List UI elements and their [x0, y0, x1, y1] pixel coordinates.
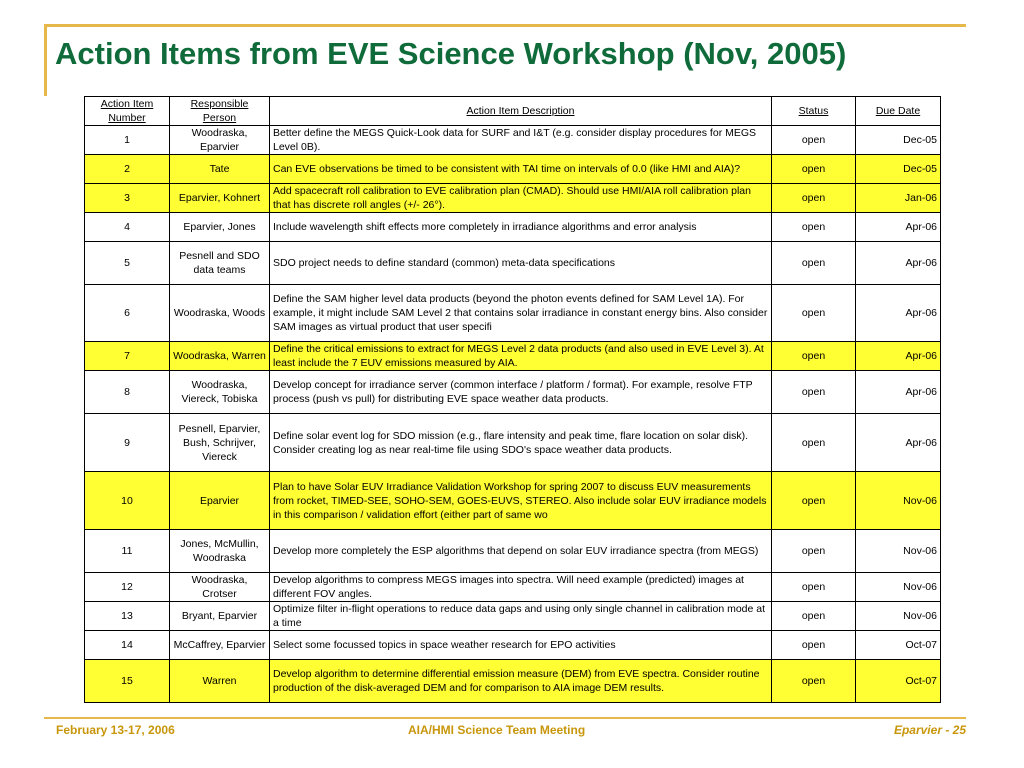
cell-due-date: Apr-06	[856, 285, 941, 342]
cell-number: 8	[85, 371, 170, 414]
cell-due-date: Nov-06	[856, 472, 941, 530]
cell-number: 14	[85, 631, 170, 660]
cell-status: open	[772, 213, 856, 242]
footer-meeting: AIA/HMI Science Team Meeting	[408, 723, 586, 737]
slide-title: Action Items from EVE Science Workshop (Nov, 2005)	[55, 36, 847, 71]
cell-status: open	[772, 660, 856, 703]
table-row	[85, 602, 941, 631]
cell-status: open	[772, 573, 856, 602]
cell-due-date: Nov-06	[856, 573, 941, 602]
cell-responsible-person: Warren	[170, 660, 270, 703]
cell-number: 12	[85, 573, 170, 602]
cell-due-date: Apr-06	[856, 213, 941, 242]
cell-due-date: Apr-06	[856, 342, 941, 371]
table-row	[85, 242, 941, 285]
top-divider	[44, 24, 966, 27]
cell-status: open	[772, 126, 856, 155]
header-responsible-person: Responsible Person	[170, 97, 270, 126]
cell-description: Develop more completely the ESP algorithms that depend on solar EUV irradiance spectra (from MEGS)	[270, 530, 772, 573]
cell-description: Select some focussed topics in space weather research for EPO activities	[270, 631, 772, 660]
cell-description: Can EVE observations be timed to be consistent with TAI time on intervals of 0.0 (like HMI and AIA)?	[270, 155, 772, 184]
cell-responsible-person: Woodraska, Woods	[170, 285, 270, 342]
header-due-date: Due Date	[856, 97, 941, 126]
cell-status: open	[772, 342, 856, 371]
cell-due-date: Nov-06	[856, 602, 941, 631]
cell-due-date: Dec-05	[856, 155, 941, 184]
action-items-table	[84, 96, 941, 703]
cell-description: Define the critical emissions to extract for MEGS Level 2 data products (and also used in EVE Level 3). At least include the 7 EUV emissions measured by AIA.	[270, 342, 772, 371]
cell-responsible-person: Pesnell and SDO data teams	[170, 242, 270, 285]
cell-status: open	[772, 414, 856, 472]
cell-number: 1	[85, 126, 170, 155]
table-row	[85, 155, 941, 184]
cell-description: Develop algorithm to determine differential emission measure (DEM) from EVE spectra. Consider routine production of the disk-averaged DEM and for comparison to AIA image DEM results.	[270, 660, 772, 703]
cell-due-date: Dec-05	[856, 126, 941, 155]
cell-status: open	[772, 371, 856, 414]
cell-due-date: Apr-06	[856, 371, 941, 414]
table-row	[85, 631, 941, 660]
cell-description: Include wavelength shift effects more completely in irradiance algorithms and error analysis	[270, 213, 772, 242]
cell-status: open	[772, 472, 856, 530]
cell-responsible-person: Jones, McMullin, Woodraska	[170, 530, 270, 573]
cell-responsible-person: Woodraska, Crotser	[170, 573, 270, 602]
table-row	[85, 213, 941, 242]
cell-due-date: Jan-06	[856, 184, 941, 213]
cell-description: SDO project needs to define standard (common) meta-data specifications	[270, 242, 772, 285]
cell-status: open	[772, 242, 856, 285]
cell-number: 3	[85, 184, 170, 213]
cell-description: Develop concept for irradiance server (common interface / platform / format). For example, resolve FTP process (push vs pull) for distributing EVE space weather data products.	[270, 371, 772, 414]
table-row	[85, 184, 941, 213]
cell-status: open	[772, 184, 856, 213]
cell-responsible-person: Woodraska, Eparvier	[170, 126, 270, 155]
cell-responsible-person: Pesnell, Eparvier, Bush, Schrijver, Viereck	[170, 414, 270, 472]
cell-description: Define the SAM higher level data products (beyond the photon events defined for SAM Level 1A). For example, it might include SAM Level 2 that contains solar irradiance in constant energy bins. Also consider SAM images as virtual product that user specifi	[270, 285, 772, 342]
footer-date: February 13-17, 2006	[56, 723, 175, 737]
cell-description: Add spacecraft roll calibration to EVE calibration plan (CMAD). Should use HMI/AIA roll calibration plan that has discrete roll angles (+/- 26°).	[270, 184, 772, 213]
cell-number: 6	[85, 285, 170, 342]
cell-description: Better define the MEGS Quick-Look data for SURF and I&T (e.g. consider display procedures for MEGS Level 0B).	[270, 126, 772, 155]
cell-status: open	[772, 285, 856, 342]
cell-number: 15	[85, 660, 170, 703]
cell-number: 9	[85, 414, 170, 472]
table-row	[85, 414, 941, 472]
cell-responsible-person: Tate	[170, 155, 270, 184]
cell-number: 7	[85, 342, 170, 371]
cell-responsible-person: Eparvier, Jones	[170, 213, 270, 242]
cell-number: 4	[85, 213, 170, 242]
cell-due-date: Oct-07	[856, 631, 941, 660]
cell-number: 10	[85, 472, 170, 530]
bottom-divider	[44, 717, 966, 719]
cell-due-date: Apr-06	[856, 242, 941, 285]
table-row	[85, 342, 941, 371]
cell-description: Define solar event log for SDO mission (e.g., flare intensity and peak time, flare location on solar disk). Consider creating log as near real-time file using SDO's space weather data products.	[270, 414, 772, 472]
table-row	[85, 660, 941, 703]
table-row	[85, 530, 941, 573]
cell-responsible-person: Woodraska, Viereck, Tobiska	[170, 371, 270, 414]
table-row	[85, 371, 941, 414]
cell-responsible-person: Woodraska, Warren	[170, 342, 270, 371]
cell-status: open	[772, 155, 856, 184]
cell-due-date: Nov-06	[856, 530, 941, 573]
header-description: Action Item Description	[270, 97, 772, 126]
left-divider	[44, 24, 47, 96]
footer-page-number: Eparvier - 25	[893, 723, 966, 737]
header-status: Status	[772, 97, 856, 126]
cell-status: open	[772, 530, 856, 573]
table-row	[85, 285, 941, 342]
cell-number: 11	[85, 530, 170, 573]
header-action-item-number: Action Item Number	[85, 97, 170, 126]
table-header-row	[85, 97, 941, 126]
cell-description: Develop algorithms to compress MEGS images into spectra. Will need example (predicted) images at different FOV angles.	[270, 573, 772, 602]
cell-status: open	[772, 602, 856, 631]
cell-number: 13	[85, 602, 170, 631]
cell-due-date: Apr-06	[856, 414, 941, 472]
cell-number: 2	[85, 155, 170, 184]
cell-responsible-person: Bryant, Eparvier	[170, 602, 270, 631]
cell-due-date: Oct-07	[856, 660, 941, 703]
cell-description: Plan to have Solar EUV Irradiance Validation Workshop for spring 2007 to discuss EUV measurements from rocket, TIMED-SEE, SOHO-SEM, GOES-EUVS, STEREO. Also include solar EUV irradiance models in this comparison / validation effort (either part of same wo	[270, 472, 772, 530]
cell-responsible-person: Eparvier	[170, 472, 270, 530]
cell-description: Optimize filter in-flight operations to reduce data gaps and using only single channel in calibration mode at a time	[270, 602, 772, 631]
table-row	[85, 472, 941, 530]
table-row	[85, 573, 941, 602]
cell-status: open	[772, 631, 856, 660]
cell-number: 5	[85, 242, 170, 285]
cell-responsible-person: McCaffrey, Eparvier	[170, 631, 270, 660]
cell-responsible-person: Eparvier, Kohnert	[170, 184, 270, 213]
table-row	[85, 126, 941, 155]
